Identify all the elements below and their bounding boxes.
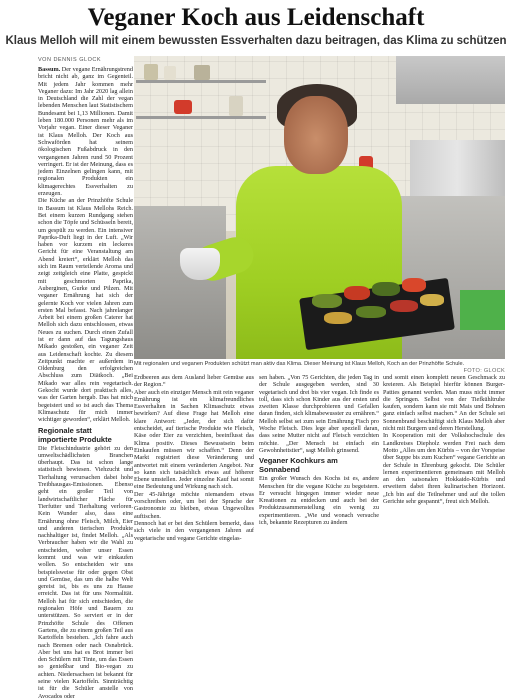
- caption-text: Mit regionalen und veganen Produkten schützt man aktiv das Klima. Dieser Meinung ist Klaus Melloh, Koch an der Prinzhöfte Schule.: [134, 361, 465, 367]
- article-photo: [134, 56, 505, 359]
- grilled-vegetable: [312, 294, 342, 308]
- paragraph: In Kooperation mit der Volkshochschule des Landkreises Diepholz werden Frei nach dem Motto „Alles um den Kürbis – von der Vorspeise über Suppe bis zum Kuchen“ vegane Gerichte an der Schule in Ehrenburg gekocht. Die Schüler lernen experimentieren gemeinsam mit Melloh an den saisonalen Hokkaido-Kürbis und erweitern dabei ihren kulinarischen Horizont. „Ich bin auf die Teilnehmer und auf die tollen Gerichte sehr gespannt“, freut sich Melloh.: [383, 432, 505, 506]
- grilled-vegetable: [402, 278, 426, 292]
- paragraph: sen haben. „Von 75 Gerichten, die jeden Tag in der Schule ausgegeben werden, sind 30 vegetarisch und drei bis vier vegan. Ich finde es toll, dass sich schon Kinder aus der ersten und zweiten Klasse durchprobieren und Gefallen daran finden, sich klimabewusster zu ernähren.“ Melloh selbst sei zum sein Ernährung Fisch pro Woche Fleisch. Dies lege aber speziell daran, dass seine Mutter nicht auf Fleisch verzichten möchte. „Der Mensch ist einfach ein Gewohnheitstier“, sagt Melloh grinsend.: [259, 374, 379, 454]
- shelf: [136, 80, 266, 83]
- jar: [144, 64, 158, 80]
- section-heading: Regionale statt importierte Produkte: [38, 425, 112, 444]
- article-column-3: [259, 374, 379, 527]
- steel-cabinet: [410, 140, 505, 200]
- grilled-vegetable: [390, 300, 418, 312]
- container-in-hand: [180, 248, 220, 280]
- ventilation-hood: [396, 56, 505, 104]
- green-crate: [460, 290, 505, 330]
- article-column-4: [383, 374, 505, 520]
- paragraph: Ein großer Wunsch des Kochs ist es, andere Menschen für die vegane Küche zu begeistern. Er versucht hingegen immer wieder neue Kreationen zu entdecken und auch bei der Produktzusammenstellung ein wenig zu experimentieren. „Wie und wonach versuche ich, bekannte Rezepturen zu ändern: [259, 475, 379, 527]
- grilled-vegetable: [344, 286, 370, 300]
- paragraph: und somit einen komplett neuen Geschmack zu kreieren. Als Beispiel hierfür können Burger-Patties genannt werden. Man muss nicht immer die Springen. Selbst von der Tiefkühltruhe kaufen, sondern kann sie mit Mais und Bohnen ganz einfach selbst machen.“ An der Schule sei Sonnenbrand beschäftigt sich Klaus Melloh aber nicht mit Burgern und deren Herstellung.: [383, 374, 505, 433]
- shelf: [136, 116, 266, 119]
- jar: [194, 65, 210, 80]
- jar: [164, 66, 176, 80]
- section-heading: Veganer Kochkurs am Sonnabend: [259, 456, 338, 475]
- paragraph: [38, 66, 133, 197]
- paragraph: Dennoch hat er bei den Schülern bemerkt, dass sich viele in den vergangenen Jahren auf vegetarische und vegane Gerichte eingelas-: [134, 519, 254, 542]
- headline: Veganer Koch aus Leidenschaft: [87, 4, 425, 31]
- grilled-vegetable: [420, 294, 444, 306]
- chef-face: [284, 96, 348, 174]
- photo-credit: FOTO: GLOCK: [463, 368, 505, 374]
- jar: [229, 96, 243, 116]
- grilled-vegetable: [372, 282, 400, 296]
- grilled-vegetable: [324, 312, 352, 324]
- red-container: [174, 100, 192, 114]
- dateline: Bassum.: [38, 66, 61, 73]
- grilled-vegetable: [356, 306, 386, 318]
- kitchen-counter: [134, 206, 226, 359]
- paragraph: Der 45-Jährige möchte niemandem etwas vorschreiben oder, um bei der Sprache der Gastronomie zu bleiben, etwas Ungewolltes auftischen.: [134, 490, 254, 520]
- paragraph-text: Der vegane Ernährungstrend bricht nicht ab, ganz im Gegenteil. Mit jedem Jahr kommen mehr Veganer dazu: Im Jahr 2020 lag allein in Deutschland die Zahl der vegan lebenden Menschen laut Statistischem Bundesamt bei 1,13 Millionen. Damit leben 180.000 Personen mehr als im Vorjahr vegan. Einer dieser Veganer ist Klaus Melloh. Der Koch aus Schwaförden hat seinem ökologischen Fußabdruck in den vergangenen Jahren rund 50 Prozent verringert. Er ist der Meinung, dass es jedem Einzelnen gelingen kann, mit regionalen Produkten ein klimagerechtes Essverhalten zu erzeugen.: [38, 66, 133, 198]
- paragraph: Aber auch ein einziger Mensch mit rein veganer Ernährung ist ein klimafreundliches Essverhalten in Sachen Klimaschutz etwas bewirken? Auf diese Frage hat Melloh eine klare Antwort: „Jeder, der sich dafür entscheidet, auf tierische Produkte wie Fleisch, Käse oder Eier zu verzichten, beeinflusst das Klima positiv. Dieses Bewusstsein beim Einkaufen müssen wir schaffen.“ Denn der Markt registriert diese Veränderung und antwortet mit einem veränderten Angebot. Nur so kann sich tatsächlich etwas auf höherer Ebene umstellen. Jeder einzelne Kauf hat somit eine Bedeutung und Wirkung nach sich.: [134, 388, 254, 491]
- article-column-1: [38, 66, 133, 700]
- photo-caption: [134, 361, 505, 375]
- paragraph: Erdbeeren aus dem Ausland lieber Gemüse aus der Region.“: [134, 374, 254, 389]
- paragraph: Die Fleischindustrie gehört zu den umweltschädlichsten Branchen überhaupt. Das ist schon lange statistisch bewiesen. Viehzucht und Tierhaltung verursachen dabei hohe Treibhausgas-Emissionen. Ebenso geht ein großer Teil von landwirtschaftlicher Fläche für Tierfutter und Tierhaltung verloren. Kein Wunder also, dass eine Ernährung ohne Fleisch, Milch, Eier und anderen tierischen Produkte nachhaltiger ist, findet Melloh. „Als Verbraucher haben wir die Wahl zu entscheiden, woher unser Essen kommt und was wir einkaufen wollen. So entscheiden wir uns beispielsweise für oder gegen Obst und Gemüse, das um die halbe Welt gereist ist, bis es uns zu Hause erreicht. Das ist für uns Normalität. Melloh hat für sich entschieden, die regionalen Höfe und Bauern zu unterstützen. So serviert er in der Prinzhöfte Schule des Offenen Gartens, die zu einem großen Teil aus Kartoffeln bestehen. „Ich fahre auch nach Bremen oder nach Osnabrück. Aber bei uns hat es Brot immer bei den Schülern mit Tinte, um das Essen so genießbar und Bio-vegan zu achten. Niedersachsen ist bekannt für seine vielen Kartoffeln. Sinnträchtig ist für die Schüler anstelle von Avocados oder: [38, 444, 133, 700]
- article-column-2: [134, 374, 254, 542]
- paragraph: Die Küche an der Prinzhöfte Schule in Bassum ist Klaus Mellohs Reich. Bei einem kurzen Rundgang stehen schon die Töpfe und Schüsseln bereit, um gespült zu werden. Ein intensiver Paprika-Duft liegt in der Luft. „Wir haben vor kurzem ein leckeres Gericht für eine Veranstaltung am Abend kreiert“, erklärt Melloh das sich im Raum verteilende Aroma und zeigt zeitgleich eine Platte, gespickt mit geschmorten Paprika, Auberginen, Gurke und Pilzen. Mit veganer Ernährung hat sich der gelernte Koch vor vielen Jahren zum ersten Mal befasst. Nach jahrelanger Arbeit bei einem großen Caterer hat Melloh sich dazu entschlossen, etwas Neues zu suchen. Durch einen Zufall ist er dann auf das Tagungshaus Mikado gestoßen, ein veganer Zeit aus Leidenschaft kochte. Zu diesem Zeitpunkt machte er außerdem in Oldenburg den erfolgreichen Abschluss zum Diätkoch. „Bei Mikado war alles rein vegetarisch. Gekocht wurde dort praktisch alles, was der Garten hergab. Das hat mich begeistert und so ist auch das Thema Klimaschutz für mich immer wichtiger geworden“, erklärt Melloh.: [38, 197, 133, 424]
- byline: VON DENNIS GLOCK: [38, 57, 102, 63]
- subheadline: Klaus Melloh will mit einem bewussten Essverhalten dazu beitragen, das Klima zu schützen: [5, 35, 507, 47]
